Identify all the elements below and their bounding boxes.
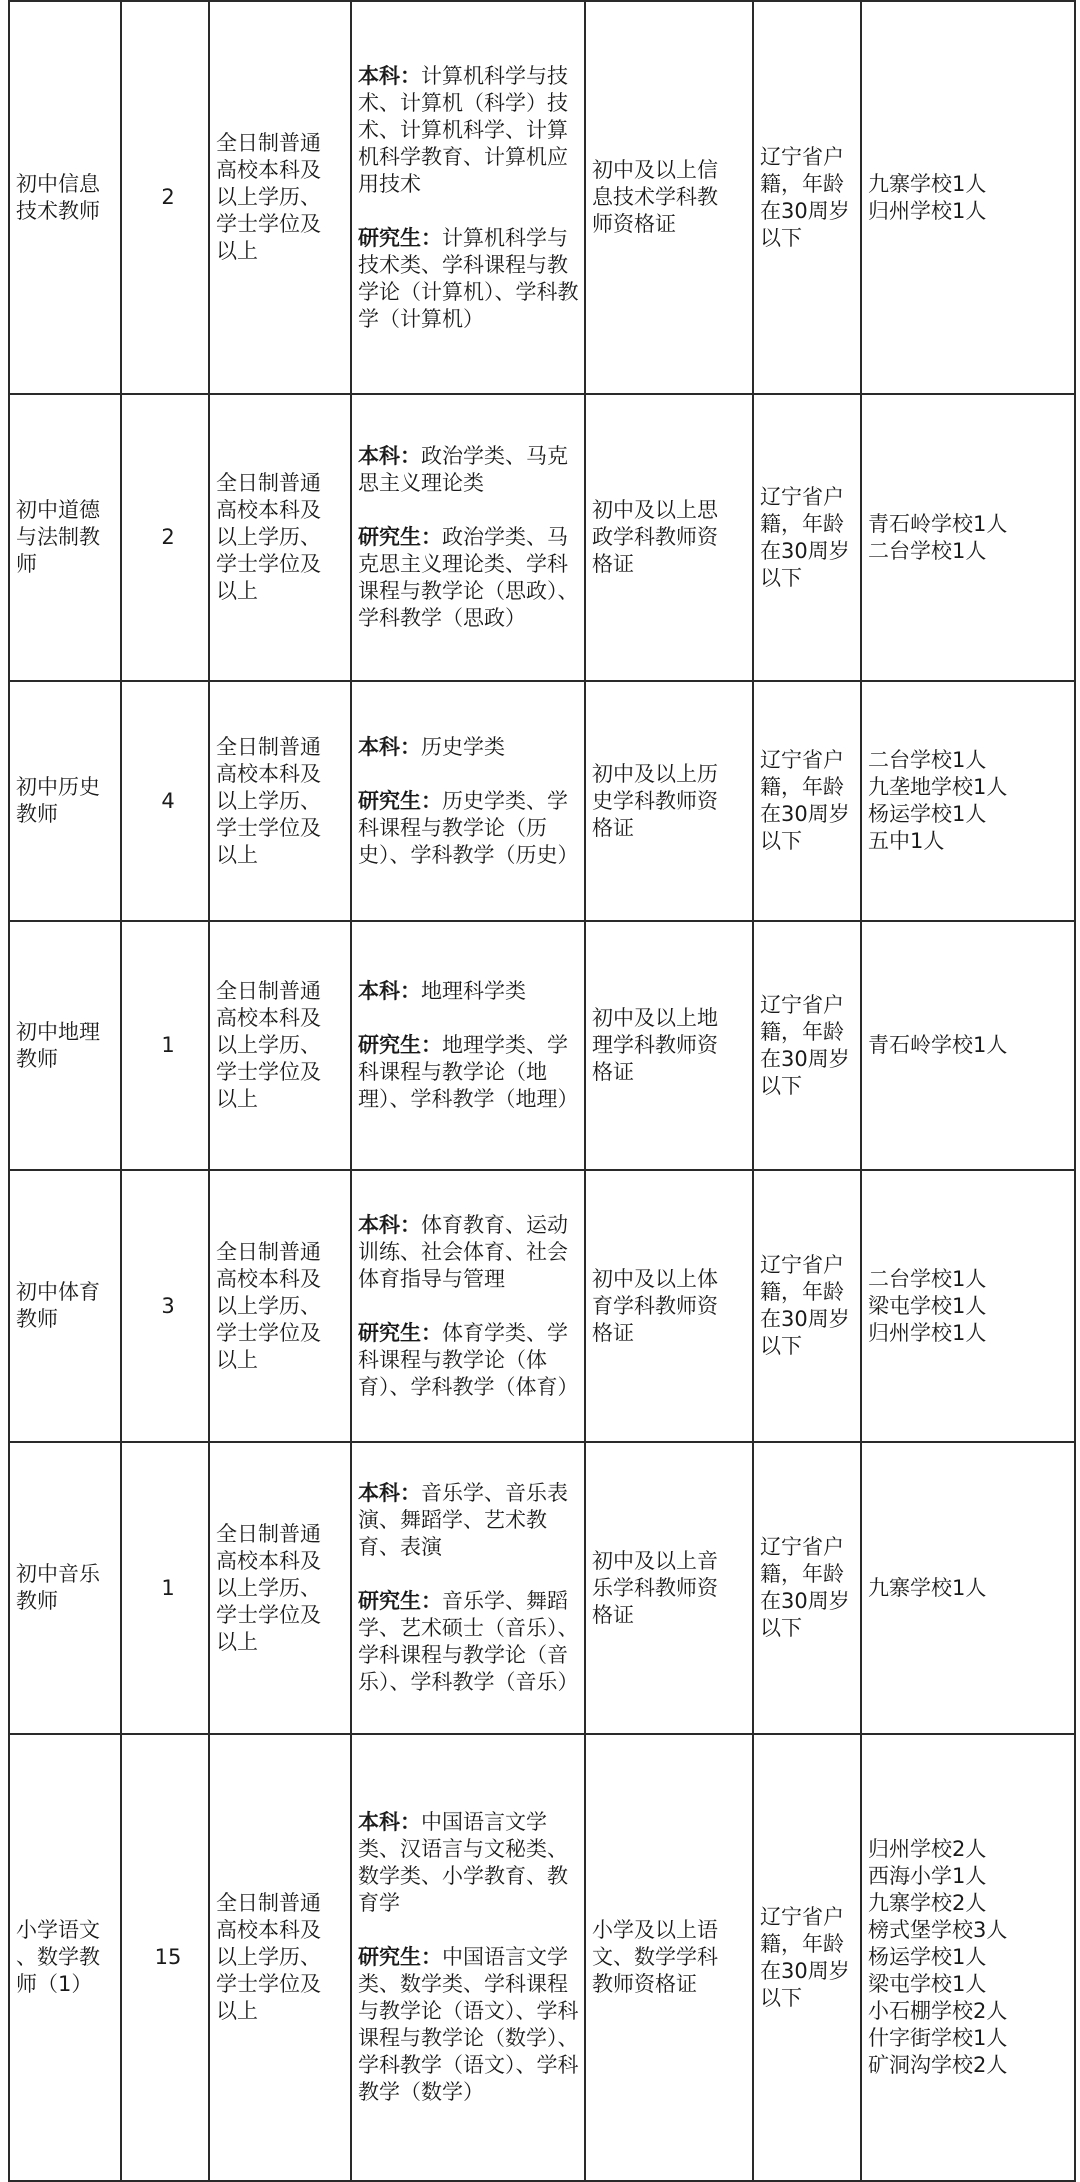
school-entry: 五中1人 (868, 829, 945, 853)
grad-text: 历史学类、学科课程与教学论（历史）、学科教学（历史） (358, 788, 579, 867)
headcount-cell: 1 (121, 1442, 209, 1734)
undergrad-label: 本科： (358, 1810, 421, 1834)
requirement-cell: 辽宁省户 籍，年龄 在30周岁 以下 (753, 1734, 861, 2181)
position-cell: 小学语文 、数学教 师（1） (9, 1734, 121, 2181)
position-cell: 初中地理 教师 (9, 921, 121, 1170)
table-row (9, 1, 1075, 394)
grad-text: 地理学类、学科课程与教学论（地理）、学科教学（地理） (358, 1033, 579, 1111)
position-cell: 初中历史 教师 (9, 681, 121, 921)
major-cell (351, 394, 585, 681)
school-entry: 二台学校1人 (868, 538, 987, 563)
education-cell: 全日制普通 高校本科及 以上学历、 学士学位及 以上 (209, 394, 351, 681)
undergrad-major (358, 978, 584, 1005)
qualification-cell: 小学及以上语 文、数学学科 教师资格证 (585, 1734, 753, 2181)
qualification-cell: 初中及以上地 理学科教师资 格证 (585, 921, 753, 1170)
undergrad-major (358, 1212, 584, 1293)
requirement-cell: 辽宁省户 籍，年龄 在30周岁 以下 (753, 921, 861, 1170)
grad-major (358, 1320, 584, 1401)
major-cell (351, 1170, 585, 1442)
schools-cell (861, 1, 1075, 394)
undergrad-major (358, 1809, 584, 1917)
qualification-cell: 初中及以上信 息技术学科教 师资格证 (585, 1, 753, 394)
schools-cell (861, 1442, 1075, 1734)
education-cell: 全日制普通 高校本科及 以上学历、 学士学位及 以上 (209, 1734, 351, 2181)
undergrad-text: 历史学类 (421, 734, 505, 759)
grad-label: 研究生： (358, 1033, 442, 1057)
education-cell: 全日制普通 高校本科及 以上学历、 学士学位及 以上 (209, 1442, 351, 1734)
position-cell: 初中道德 与法制教 师 (9, 394, 121, 681)
school-entry: 梁屯学校1人 (868, 1972, 987, 1996)
requirement-cell: 辽宁省户 籍，年龄 在30周岁 以下 (753, 1, 861, 394)
recruitment-table (8, 0, 1076, 2182)
headcount-cell: 4 (121, 681, 209, 921)
schools-cell (861, 1734, 1075, 2181)
undergrad-text: 音乐学、音乐表演、舞蹈学、艺术教育、表演 (358, 1481, 568, 1559)
school-entry: 西海小学1人 (868, 1864, 987, 1888)
grad-major (358, 1588, 584, 1696)
undergrad-label: 本科： (358, 1212, 421, 1237)
undergrad-text: 中国语言文学类、汉语言与文秘类、数学类、小学教育、教育学 (358, 1810, 568, 1915)
qualification-cell: 初中及以上音 乐学科教师资 格证 (585, 1442, 753, 1734)
table-body (9, 1, 1075, 2181)
education-cell: 全日制普通 高校本科及 以上学历、 学士学位及 以上 (209, 921, 351, 1170)
position-cell: 初中信息 技术教师 (9, 1, 121, 394)
school-entry: 青石岭学校1人 (868, 1033, 1008, 1057)
schools-cell (861, 394, 1075, 681)
table-row (9, 681, 1075, 921)
schools-cell (861, 921, 1075, 1170)
grad-label: 研究生： (358, 525, 442, 549)
major-cell (351, 1734, 585, 2181)
qualification-cell: 初中及以上体 育学科教师资 格证 (585, 1170, 753, 1442)
undergrad-label: 本科： (358, 979, 421, 1003)
undergrad-major (358, 443, 584, 497)
undergrad-text: 地理科学类 (421, 979, 526, 1003)
major-cell (351, 1, 585, 394)
position-cell: 初中音乐 教师 (9, 1442, 121, 1734)
school-entry: 小石棚学校2人 (868, 1999, 1008, 2023)
undergrad-text: 政治学类、马克思主义理论类 (358, 444, 568, 495)
school-entry: 归州学校2人 (868, 1837, 987, 1861)
grad-text: 音乐学、舞蹈学、艺术硕士（音乐）、学科课程与教学论（音乐）、学科教学（音乐） (358, 1589, 579, 1694)
school-entry: 矿洞沟学校2人 (868, 2053, 1008, 2077)
requirement-cell: 辽宁省户 籍，年龄 在30周岁 以下 (753, 1170, 861, 1442)
major-cell (351, 921, 585, 1170)
position-cell: 初中体育 教师 (9, 1170, 121, 1442)
schools-cell (861, 681, 1075, 921)
major-cell (351, 681, 585, 921)
requirement-cell: 辽宁省户 籍，年龄 在30周岁 以下 (753, 394, 861, 681)
grad-major (358, 788, 584, 869)
major-cell (351, 1442, 585, 1734)
school-entry: 杨运学校1人 (868, 802, 987, 826)
table-row (9, 921, 1075, 1170)
education-cell: 全日制普通 高校本科及 以上学历、 学士学位及 以上 (209, 681, 351, 921)
headcount-cell: 1 (121, 921, 209, 1170)
school-entry: 青石岭学校1人 (868, 511, 1008, 536)
grad-major (358, 524, 584, 632)
grad-text: 计算机科学与技术类、学科课程与教学论（计算机）、学科教学（计算机） (358, 225, 579, 331)
grad-major (358, 225, 584, 333)
grad-label: 研究生： (358, 225, 442, 250)
qualification-cell: 初中及以上思 政学科教师资 格证 (585, 394, 753, 681)
undergrad-label: 本科： (358, 1481, 421, 1505)
grad-label: 研究生： (358, 1320, 442, 1345)
undergrad-major (358, 63, 584, 198)
grad-text: 政治学类、马克思主义理论类、学科课程与教学论（思政）、学科教学（思政） (358, 525, 579, 630)
schools-cell (861, 1170, 1075, 1442)
grad-label: 研究生： (358, 1589, 442, 1613)
undergrad-major (358, 734, 584, 761)
grad-label: 研究生： (358, 788, 442, 813)
headcount-cell: 2 (121, 1, 209, 394)
headcount-cell: 15 (121, 1734, 209, 2181)
school-entry: 二台学校1人 (868, 1266, 987, 1291)
qualification-cell: 初中及以上历 史学科教师资 格证 (585, 681, 753, 921)
headcount-cell: 3 (121, 1170, 209, 1442)
school-entry: 九寨学校2人 (868, 1891, 987, 1915)
school-entry: 二台学校1人 (868, 748, 987, 772)
grad-major (358, 1032, 584, 1113)
grad-text: 体育学类、学科课程与教学论（体育）、学科教学（体育） (358, 1320, 579, 1399)
undergrad-label: 本科： (358, 63, 421, 88)
education-cell: 全日制普通 高校本科及 以上学历、 学士学位及 以上 (209, 1, 351, 394)
education-cell: 全日制普通 高校本科及 以上学历、 学士学位及 以上 (209, 1170, 351, 1442)
table-row (9, 1170, 1075, 1442)
school-entry: 九寨学校1人 (868, 171, 987, 196)
undergrad-label: 本科： (358, 734, 421, 759)
undergrad-major (358, 1480, 584, 1561)
undergrad-text: 体育教育、运动训练、社会体育、社会体育指导与管理 (358, 1212, 568, 1291)
undergrad-text: 计算机科学与技术、计算机（科学）技术、计算机科学、计算机科学教育、计算机应用技术 (358, 63, 568, 196)
grad-text: 中国语言文学类、数学类、学科课程与教学论（语文）、学科课程与教学论（数学）、学科教学（语文）、学科教学（数学） (358, 1945, 579, 2104)
school-entry: 归州学校1人 (868, 1320, 987, 1345)
grad-label: 研究生： (358, 1945, 442, 1969)
table-row (9, 1734, 1075, 2181)
school-entry: 梁屯学校1人 (868, 1293, 987, 1318)
table-row (9, 1442, 1075, 1734)
school-entry: 归州学校1人 (868, 198, 987, 223)
undergrad-label: 本科： (358, 444, 421, 468)
grad-major (358, 1944, 584, 2106)
school-entry: 杨运学校1人 (868, 1945, 987, 1969)
headcount-cell: 2 (121, 394, 209, 681)
school-entry: 九寨学校1人 (868, 1575, 987, 1600)
requirement-cell: 辽宁省户 籍，年龄 在30周岁 以下 (753, 681, 861, 921)
school-entry: 什字街学校1人 (868, 2026, 1008, 2050)
table-row (9, 394, 1075, 681)
requirement-cell: 辽宁省户 籍，年龄 在30周岁 以下 (753, 1442, 861, 1734)
school-entry: 九垄地学校1人 (868, 775, 1008, 799)
school-entry: 榜式堡学校3人 (868, 1918, 1008, 1942)
